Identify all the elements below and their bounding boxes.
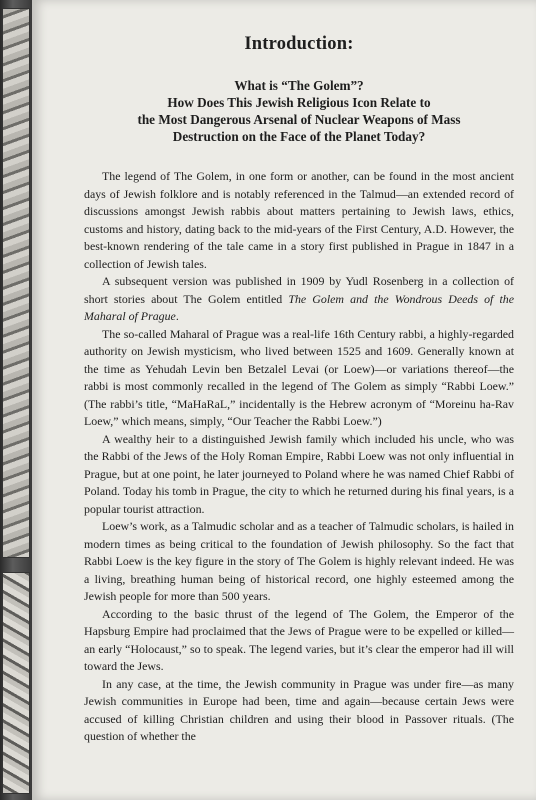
chapter-subtitle: [84, 77, 514, 145]
body-paragraph: According to the basic thrust of the legend of The Golem, the Emperor of the Hapsburg Empire had proclaimed that the Jews of Prague were to be expelled or killed—an early “Holocaust,” so to speak. The legend varies, but it’s clear the emperor had ill will toward the Jews.: [84, 606, 514, 673]
book-title: The Golem and the Wondrous Deeds of the Maharal of Prague: [84, 291, 514, 323]
adjacent-page-illustration: [2, 572, 30, 794]
page-content: [84, 34, 514, 746]
subtitle-line: the Most Dangerous Arsenal of Nuclear Weapons of Mass: [137, 112, 461, 127]
body-paragraph: In any case, at the time, the Jewish community in Prague was under fire—as many Jewish communities in Europe had been, time and again—because certain Jews were accused of killing Christian children and using their blood in Passover rituals. (The question of whether the: [84, 676, 514, 743]
body-paragraph: The legend of The Golem, in one form or another, can be found in the most ancient days of Jewish folklore and is notably referenced in the Talmud—an extended record of discussions amongst Jewish rabbis about matters pertaining to Jewish laws, ethics, customs and history, dating back to the mid-years of the First Century, A.D. However, the best-known rendering of the tale came in a story first published in Prague in 1847 in a collection of Jewish tales.: [84, 169, 514, 271]
adjacent-page-strip: [0, 0, 32, 800]
body-paragraph: [84, 273, 514, 326]
paragraph-text: .: [175, 309, 179, 323]
subtitle-line: How Does This Jewish Religious Icon Relate to: [167, 95, 431, 110]
adjacent-page-illustration: [2, 8, 30, 558]
paragraph-text: A subsequent version was published in 1909 by Yudl Rosenberg in a collection of short stories about The Golem entitled: [84, 274, 514, 306]
book-page: [32, 0, 536, 800]
body-paragraph: A wealthy heir to a distinguished Jewish family which included his uncle, who was the Rabbi of the Jews of the Holy Roman Empire, Rabbi Loew was not only influential in Prague, but at one point, he later journeyed to Poland where he was named Chief Rabbi of Poland. Today his tomb in Prague, the city to which he returned during his final years, is a popular tourist attraction.: [84, 431, 514, 516]
subtitle-line: Destruction on the Face of the Planet Today?: [172, 129, 426, 144]
body-paragraph: The so-called Maharal of Prague was a real-life 16th Century rabbi, a highly-regarded authority on Jewish mysticism, who lived between 1525 and 1609. Generally known at the time as Yehudah Levin ben Betzalel Levai (or Loew)—or variations thereof—the rabbi is most commonly recalled in the legend of The Golem as simply “Rabbi Loew.” (The rabbi’s title, “MaHaRaL,” incidentally is the Hebrew acronym of “Moreinu ha-Rav Loew,” which means, simply, “Our Teacher the Rabbi Loew.”): [84, 326, 514, 428]
subtitle-line: What is “The Golem”?: [234, 78, 364, 93]
body-paragraph: Loew’s work, as a Talmudic scholar and as a teacher of Talmudic scholars, is hailed in modern times as being critical to the foundation of Jewish philosophy. So the fact that Rabbi Loew is the key figure in the story of The Golem is highly relevant indeed. He was a living, breathing human being of historical record, one highly esteemed among the Jewish people for more than 500 years.: [84, 519, 514, 603]
page-title: Introduction:: [244, 34, 354, 54]
